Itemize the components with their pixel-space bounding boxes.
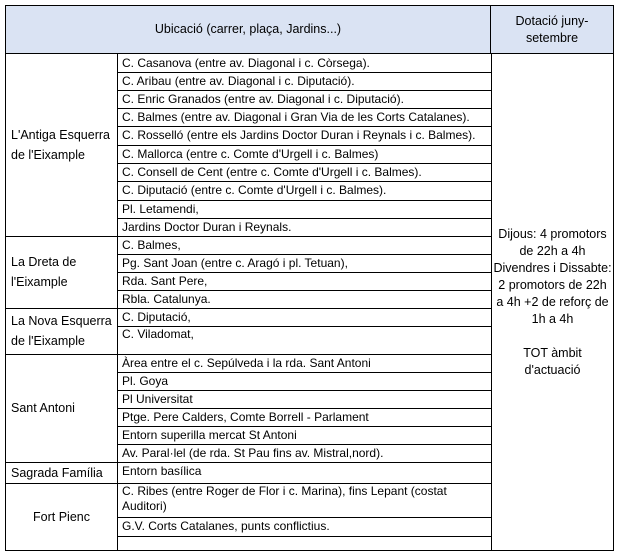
zone-fort-pienc: Fort Pienc bbox=[33, 509, 90, 524]
location-cell: C. Balmes (entre av. Diagonal i Gran Via de les Corts Catalanes). bbox=[122, 110, 470, 124]
column-divider bbox=[491, 54, 492, 551]
zone-sagrada-familia: Sagrada Família bbox=[11, 465, 103, 480]
location-cell: C. Viladomat, bbox=[122, 327, 194, 341]
location-cell: C. Ribes (entre Roger de Flor i c. Marina), fins Lepant (costat Auditori) bbox=[122, 484, 447, 513]
location-cell: Ptge. Pere Calders, Comte Borrell - Parlament bbox=[122, 410, 369, 424]
location-cell: Entorn basílica bbox=[122, 464, 202, 478]
location-cell: Pl. Goya bbox=[122, 374, 169, 388]
location-cell bbox=[118, 536, 491, 550]
header-location: Ubicació (carrer, plaça, Jardins...) bbox=[5, 5, 491, 54]
location-cell: Rda. Sant Pere, bbox=[122, 274, 208, 288]
location-cell: Rbla. Catalunya. bbox=[122, 292, 211, 306]
location-cell: Entorn superilla mercat St Antoni bbox=[122, 428, 297, 442]
location-cell: Jardins Doctor Duran i Reynals. bbox=[122, 220, 292, 234]
location-cell: C. Rosselló (entre els Jardins Doctor Duran i Reynals i c. Balmes). bbox=[122, 128, 476, 142]
location-cell: Àrea entre el c. Sepúlveda i la rda. Sant Antoni bbox=[122, 356, 371, 370]
location-cell: C. Casanova (entre av. Diagonal i c. Còrsega). bbox=[122, 56, 370, 70]
right-border bbox=[613, 54, 614, 551]
header-staffing: Dotació juny-setembre bbox=[490, 5, 614, 54]
location-cell: Pl. Letamendi, bbox=[122, 202, 199, 216]
location-cell: C. Balmes, bbox=[122, 238, 181, 252]
location-cell: C. Diputació, bbox=[122, 310, 191, 324]
bottom-border bbox=[491, 550, 614, 551]
staffing-text: Dijous: 4 promotors de 22h a 4h Divendres i Dissabte: 2 promotors de 22h a 4h +2 de reforç de 1h a 4h TOT àmbit d'actuació bbox=[493, 226, 612, 377]
location-cell: Pg. Sant Joan (entre c. Aragó i pl. Tetuan), bbox=[122, 256, 348, 270]
zone-divider bbox=[5, 550, 492, 551]
location-cell: C. Enric Granados (entre av. Diagonal i c. Diputació). bbox=[122, 92, 404, 106]
location-cell: Av. Paral·lel (de rda. St Pau fins av. Mistral,nord). bbox=[122, 446, 384, 460]
location-cell: C. Diputació (entre c. Comte d'Urgell i c. Balmes). bbox=[122, 183, 387, 197]
location-cell: G.V. Corts Catalanes, punts conflictius. bbox=[122, 519, 330, 533]
zone-antiga-esquerra: L'Antiga Esquerra de l'Eixample bbox=[11, 128, 110, 162]
left-border bbox=[5, 54, 6, 551]
zone-dreta: La Dreta de l'Eixample bbox=[11, 255, 77, 289]
column-divider bbox=[117, 54, 118, 551]
zone-nova-esquerra: La Nova Esquerra de l'Eixample bbox=[11, 314, 112, 348]
location-cell: C. Aribau (entre av. Diagonal i c. Diputació). bbox=[122, 74, 355, 88]
location-cell: Pl Universitat bbox=[122, 392, 193, 406]
location-cell: C. Mallorca (entre c. Comte d'Urgell i c. Balmes) bbox=[122, 147, 379, 161]
location-cell: C. Consell de Cent (entre c. Comte d'Urgell i c. Balmes). bbox=[122, 165, 422, 179]
zone-sant-antoni: Sant Antoni bbox=[11, 401, 75, 415]
